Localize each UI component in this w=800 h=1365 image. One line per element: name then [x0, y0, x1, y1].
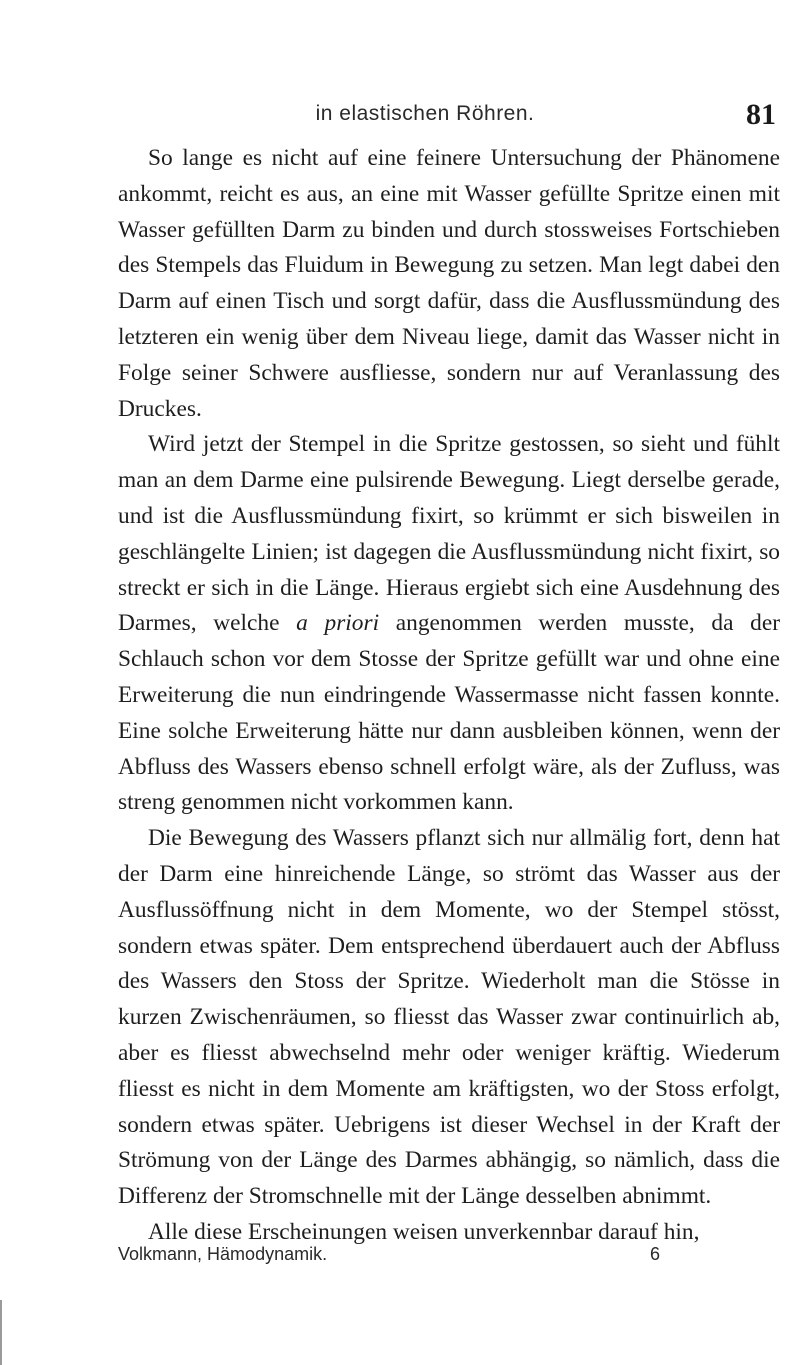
page-edge-shadow	[0, 1300, 2, 1365]
paragraph	[118, 427, 780, 821]
paragraph-part: Wird jetzt der Stempel in die Spritze gestossen, so sieht und fühlt man an dem Darme eine pulsirende Bewegung. Liegt derselbe gerade, und ist die Ausflussmündung fixirt, so krümmt er sich bisweilen in geschlängelte Linien; ist dagegen die Ausflussmündung nicht fixirt, so streckt er sich in die Länge. Hieraus ergiebt sich eine Ausdehnung des Darmes, welche	[118, 431, 780, 637]
signature-mark: 6	[650, 1244, 661, 1264]
italic-term: a priori	[296, 610, 380, 637]
paragraph: So lange es nicht auf eine feinere Untersuchung der Phänomene ankommt, reicht es aus, an eine mit Wasser gefüllte Spritze einen mit Wasser gefüllten Darm zu binden und durch stossweises Fortschieben des Stempels das Fluidum in Bewegung zu setzen. Man legt dabei den Darm auf einen Tisch und sorgt dafür, dass die Ausflussmündung des letzteren ein wenig über dem Niveau liege, damit das Wasser nicht in Folge seiner Schwere ausfliesse, sondern nur auf Veranlassung des Druckes.	[118, 145, 780, 422]
signature-line: Volkmann, Hämodynamik.	[118, 1244, 328, 1264]
page-header	[70, 98, 780, 138]
body-text	[118, 141, 780, 1251]
page-number: 81	[746, 98, 776, 131]
paragraph: Alle diese Erscheinungen weisen unverkennbar darauf hin,	[148, 1218, 700, 1245]
paragraph: Die Bewegung des Wassers pflanzt sich nur allmälig fort, denn hat der Darm eine hinreichende Länge, so strömt das Wasser aus der Ausflussöffnung nicht in dem Momente, wo der Stempel stösst, sondern etwas später. Dem entsprechend überdauert auch der Abfluss des Wassers den Stoss der Spritze. Wiederholt man die Stösse in kurzen Zwischenräumen, so fliesst das Wasser zwar continuirlich ab, aber es fliesst abwechselnd mehr oder weniger kräftig. Wiederum fliesst es nicht in dem Momente am kräftigsten, wo der Stoss erfolgt, sondern etwas später. Uebrigens ist dieser Wechsel in der Kraft der Strömung von der Länge des Darmes abhängig, so nämlich, dass die Differenz der Stromschnelle mit der Länge desselben abnimmt.	[118, 825, 780, 1210]
running-head: in elastischen Röhren.	[315, 102, 535, 125]
paragraph-part: angenommen werden musste, da der Schlauch schon vor dem Stosse der Spritze gefüllt war und ohne eine Erweiterung die nun eindringende Wassermasse nicht fassen konnte. Eine solche Erweiterung hätte nur dann ausbleiben können, wenn der Abfluss des Wassers ebenso schnell erfolgt wäre, als der Zufluss, was streng genommen nicht vorkommen kann.	[118, 610, 780, 816]
